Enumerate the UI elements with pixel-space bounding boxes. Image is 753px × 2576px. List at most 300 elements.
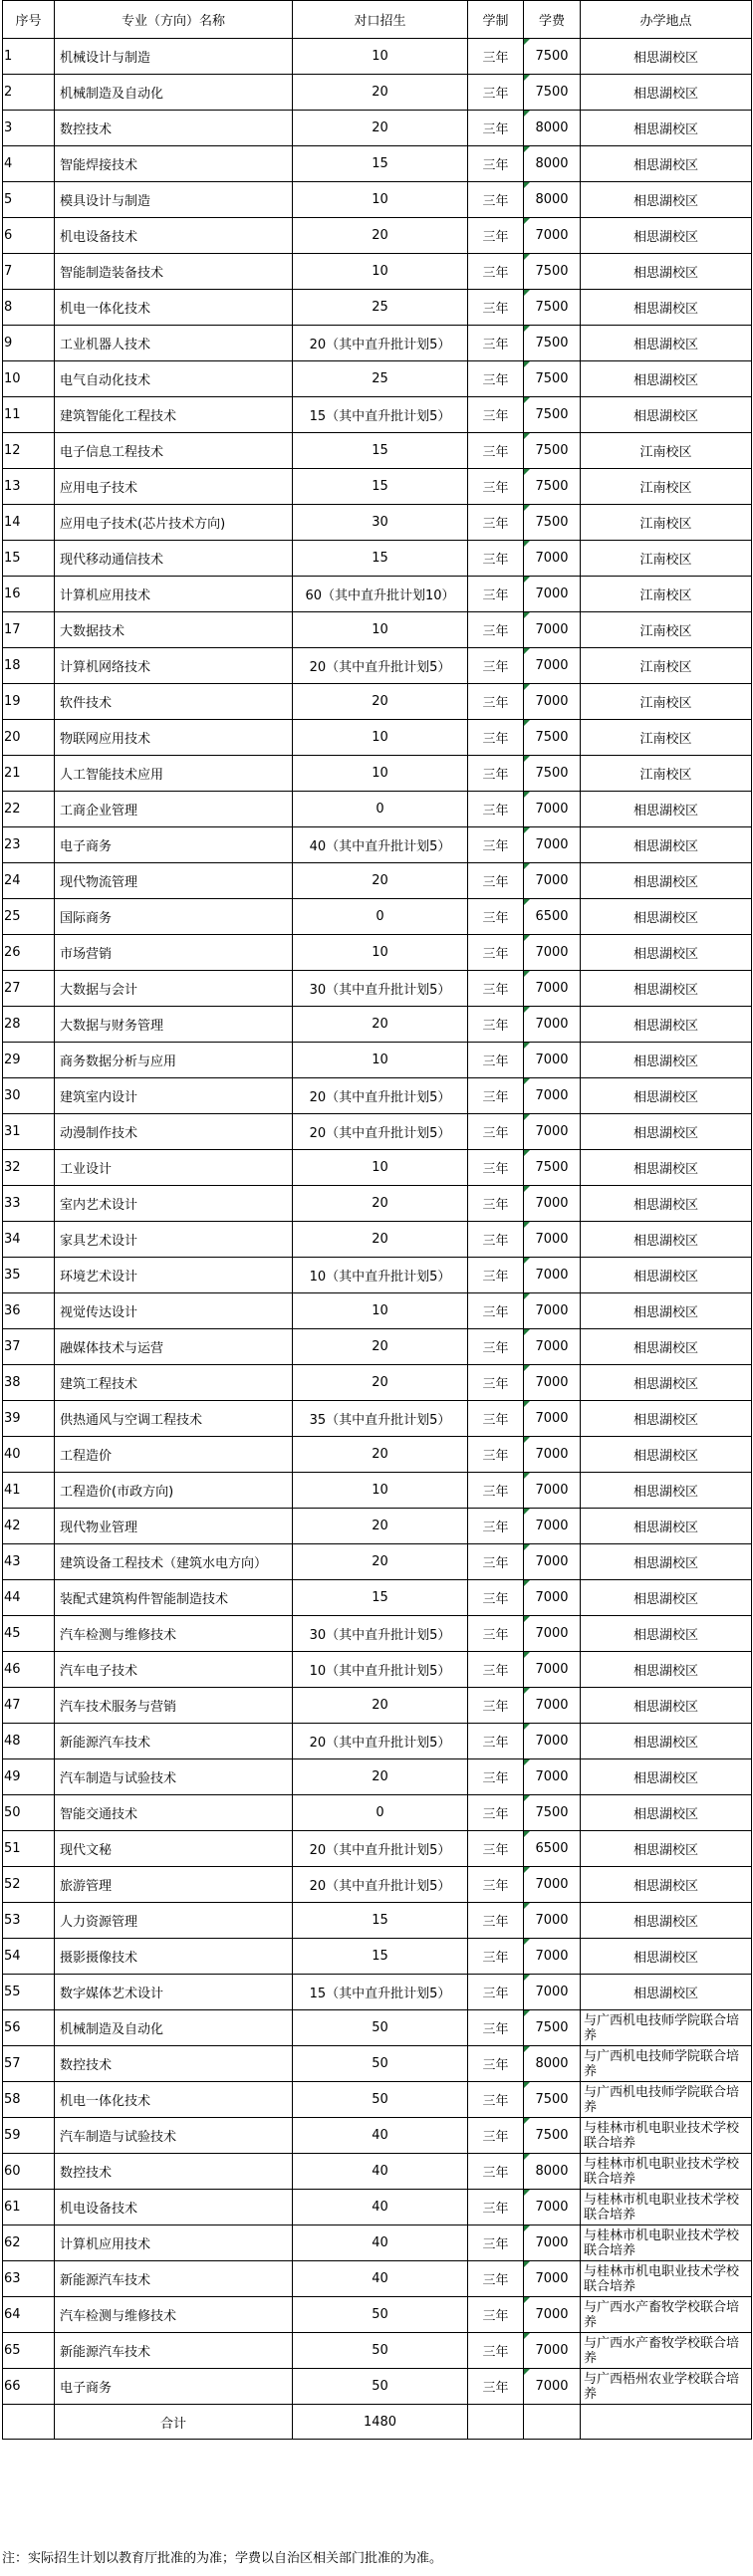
major-cell: 人力资源管理 [55, 1903, 293, 1939]
duration-cell: 三年 [468, 648, 524, 684]
location-cell: 相思湖校区 [581, 1329, 752, 1365]
major-cell: 建筑工程技术 [55, 1365, 293, 1401]
major-cell: 融媒体技术与运营 [55, 1329, 293, 1365]
quota-cell: 20 [293, 1688, 468, 1724]
seq-cell: 41 [3, 1473, 55, 1509]
quota-cell: 50 [293, 2369, 468, 2405]
duration-cell: 三年 [468, 1616, 524, 1652]
location-cell: 相思湖校区 [581, 971, 752, 1007]
duration-cell: 三年 [468, 2118, 524, 2154]
table-row [3, 899, 752, 935]
major-cell: 工业机器人技术 [55, 326, 293, 361]
location-cell: 与桂林市机电职业技术学校联合培养 [581, 2225, 752, 2261]
seq-cell: 59 [3, 2118, 55, 2154]
major-cell: 市场营销 [55, 935, 293, 971]
quota-cell: 20（其中直升批计划5） [293, 1724, 468, 1759]
seq-cell: 61 [3, 2190, 55, 2225]
seq-cell: 18 [3, 648, 55, 684]
location-cell: 与广西机电技师学院联合培养 [581, 2082, 752, 2118]
duration-cell: 三年 [468, 1007, 524, 1043]
duration-cell: 三年 [468, 218, 524, 254]
seq-cell: 51 [3, 1831, 55, 1867]
fee-cell: 7500 [524, 39, 581, 75]
quota-cell: 20 [293, 1544, 468, 1580]
duration-cell: 三年 [468, 111, 524, 146]
seq-cell: 65 [3, 2333, 55, 2369]
seq-cell: 50 [3, 1795, 55, 1831]
quota-cell: 15（其中直升批计划5） [293, 397, 468, 433]
fee-cell: 8000 [524, 2046, 581, 2082]
major-cell: 机电一体化技术 [55, 290, 293, 326]
quota-cell: 10 [293, 1043, 468, 1078]
duration-cell: 三年 [468, 1222, 524, 1258]
major-cell: 数控技术 [55, 111, 293, 146]
fee-cell: 7500 [524, 2118, 581, 2154]
fee-cell: 7000 [524, 1616, 581, 1652]
seq-cell: 6 [3, 218, 55, 254]
seq-cell: 63 [3, 2261, 55, 2297]
total-duration-cell [468, 2405, 524, 2440]
quota-cell: 20 [293, 1007, 468, 1043]
fee-cell: 7500 [524, 397, 581, 433]
quota-cell: 20 [293, 1365, 468, 1401]
location-cell: 相思湖校区 [581, 827, 752, 863]
table-row [3, 2082, 752, 2118]
location-cell: 相思湖校区 [581, 254, 752, 290]
location-cell: 相思湖校区 [581, 1616, 752, 1652]
location-cell: 江南校区 [581, 541, 752, 577]
fee-cell: 7000 [524, 1329, 581, 1365]
fee-cell: 7000 [524, 2190, 581, 2225]
major-cell: 人工智能技术应用 [55, 756, 293, 792]
seq-cell: 40 [3, 1437, 55, 1473]
table-row [3, 1509, 752, 1544]
duration-cell: 三年 [468, 2046, 524, 2082]
seq-cell: 57 [3, 2046, 55, 2082]
fee-cell: 7000 [524, 1975, 581, 2010]
duration-cell: 三年 [468, 1903, 524, 1939]
fee-cell: 7000 [524, 863, 581, 899]
fee-cell: 7000 [524, 1544, 581, 1580]
table-row [3, 971, 752, 1007]
location-cell: 相思湖校区 [581, 1150, 752, 1186]
quota-cell: 10 [293, 1473, 468, 1509]
seq-cell: 27 [3, 971, 55, 1007]
duration-cell: 三年 [468, 469, 524, 505]
major-cell: 摄影摄像技术 [55, 1939, 293, 1975]
quota-cell: 15（其中直升批计划5） [293, 1975, 468, 2010]
fee-cell: 7000 [524, 1293, 581, 1329]
quota-cell: 20（其中直升批计划5） [293, 648, 468, 684]
major-cell: 工业设计 [55, 1150, 293, 1186]
major-cell: 物联网应用技术 [55, 720, 293, 756]
fee-cell: 7000 [524, 935, 581, 971]
quota-cell: 40 [293, 2154, 468, 2190]
fee-cell: 7000 [524, 1437, 581, 1473]
major-cell: 计算机网络技术 [55, 648, 293, 684]
table-row [3, 720, 752, 756]
fee-cell: 7000 [524, 1007, 581, 1043]
major-cell: 环境艺术设计 [55, 1258, 293, 1293]
location-cell: 与桂林市机电职业技术学校联合培养 [581, 2261, 752, 2297]
duration-cell: 三年 [468, 2333, 524, 2369]
location-cell: 相思湖校区 [581, 146, 752, 182]
quota-cell: 40 [293, 2225, 468, 2261]
location-cell: 与桂林市机电职业技术学校联合培养 [581, 2190, 752, 2225]
duration-cell: 三年 [468, 1939, 524, 1975]
fee-cell: 7000 [524, 1114, 581, 1150]
seq-cell: 64 [3, 2297, 55, 2333]
seq-cell: 21 [3, 756, 55, 792]
location-cell: 相思湖校区 [581, 863, 752, 899]
quota-cell: 20（其中直升批计划5） [293, 1114, 468, 1150]
major-cell: 电气自动化技术 [55, 361, 293, 397]
major-cell: 汽车检测与维修技术 [55, 1616, 293, 1652]
table-row [3, 39, 752, 75]
major-cell: 工商企业管理 [55, 792, 293, 827]
location-cell: 相思湖校区 [581, 397, 752, 433]
fee-cell: 7000 [524, 971, 581, 1007]
major-cell: 室内艺术设计 [55, 1186, 293, 1222]
duration-cell: 三年 [468, 75, 524, 111]
major-cell: 动漫制作技术 [55, 1114, 293, 1150]
table-row [3, 2190, 752, 2225]
enrollment-plan-table [2, 0, 752, 2440]
footnote: 注：实际招生计划以教育厅批准的为准；学费以自治区相关部门批准的为准。 [2, 2551, 443, 2566]
location-cell: 相思湖校区 [581, 1222, 752, 1258]
major-cell: 旅游管理 [55, 1867, 293, 1903]
total-row [3, 2405, 752, 2440]
seq-cell: 14 [3, 505, 55, 541]
table-row [3, 1043, 752, 1078]
major-cell: 现代物流管理 [55, 863, 293, 899]
location-cell: 相思湖校区 [581, 1975, 752, 2010]
location-cell: 相思湖校区 [581, 1652, 752, 1688]
seq-cell: 31 [3, 1114, 55, 1150]
quota-cell: 10（其中直升批计划5） [293, 1652, 468, 1688]
major-cell: 工程造价 [55, 1437, 293, 1473]
duration-cell: 三年 [468, 1975, 524, 2010]
location-cell: 江南校区 [581, 720, 752, 756]
table-row [3, 1007, 752, 1043]
location-cell: 相思湖校区 [581, 1580, 752, 1616]
fee-cell: 7000 [524, 2333, 581, 2369]
major-cell: 汽车制造与试验技术 [55, 2118, 293, 2154]
major-cell: 新能源汽车技术 [55, 2333, 293, 2369]
fee-cell: 7500 [524, 720, 581, 756]
fee-cell: 7000 [524, 1759, 581, 1795]
quota-cell: 15 [293, 433, 468, 469]
table-row [3, 1258, 752, 1293]
location-cell: 江南校区 [581, 648, 752, 684]
quota-cell: 30（其中直升批计划5） [293, 1616, 468, 1652]
location-cell: 相思湖校区 [581, 1759, 752, 1795]
location-cell: 相思湖校区 [581, 39, 752, 75]
major-cell: 数字媒体艺术设计 [55, 1975, 293, 2010]
table-row [3, 1437, 752, 1473]
quota-cell: 0 [293, 899, 468, 935]
fee-cell: 7000 [524, 684, 581, 720]
location-cell: 相思湖校区 [581, 111, 752, 146]
header-seq: 序号 [3, 1, 55, 39]
fee-cell: 7000 [524, 1186, 581, 1222]
duration-cell: 三年 [468, 2154, 524, 2190]
header-duration: 学制 [468, 1, 524, 39]
location-cell: 江南校区 [581, 684, 752, 720]
fee-cell: 7500 [524, 1150, 581, 1186]
table-row [3, 2225, 752, 2261]
quota-cell: 15 [293, 541, 468, 577]
fee-cell: 7500 [524, 254, 581, 290]
seq-cell: 48 [3, 1724, 55, 1759]
fee-cell: 7500 [524, 361, 581, 397]
location-cell: 相思湖校区 [581, 899, 752, 935]
fee-cell: 8000 [524, 146, 581, 182]
duration-cell: 三年 [468, 1258, 524, 1293]
major-cell: 供热通风与空调工程技术 [55, 1401, 293, 1437]
major-cell: 大数据技术 [55, 612, 293, 648]
quota-cell: 20 [293, 111, 468, 146]
quota-cell: 50 [293, 2297, 468, 2333]
major-cell: 电子商务 [55, 827, 293, 863]
seq-cell: 9 [3, 326, 55, 361]
fee-cell: 8000 [524, 182, 581, 218]
seq-cell: 20 [3, 720, 55, 756]
quota-cell: 15 [293, 146, 468, 182]
table-row [3, 75, 752, 111]
location-cell: 相思湖校区 [581, 1365, 752, 1401]
major-cell: 机械设计与制造 [55, 39, 293, 75]
fee-cell: 7500 [524, 2010, 581, 2046]
location-cell: 相思湖校区 [581, 792, 752, 827]
fee-cell: 8000 [524, 111, 581, 146]
location-cell: 江南校区 [581, 469, 752, 505]
table-row [3, 2118, 752, 2154]
table-row [3, 361, 752, 397]
major-cell: 汽车制造与试验技术 [55, 1759, 293, 1795]
fee-cell: 7000 [524, 1473, 581, 1509]
table-row [3, 182, 752, 218]
location-cell: 与广西水产畜牧学校联合培养 [581, 2297, 752, 2333]
fee-cell: 7000 [524, 1688, 581, 1724]
major-cell: 数控技术 [55, 2046, 293, 2082]
duration-cell: 三年 [468, 1509, 524, 1544]
duration-cell: 三年 [468, 146, 524, 182]
fee-cell: 7000 [524, 1365, 581, 1401]
quota-cell: 50 [293, 2010, 468, 2046]
location-cell: 与广西机电技师学院联合培养 [581, 2046, 752, 2082]
table-row [3, 1293, 752, 1329]
duration-cell: 三年 [468, 792, 524, 827]
major-cell: 现代物业管理 [55, 1509, 293, 1544]
quota-cell: 20 [293, 1329, 468, 1365]
seq-cell: 36 [3, 1293, 55, 1329]
location-cell: 相思湖校区 [581, 1509, 752, 1544]
seq-cell: 1 [3, 39, 55, 75]
seq-cell: 5 [3, 182, 55, 218]
quota-cell: 40 [293, 2190, 468, 2225]
location-cell: 相思湖校区 [581, 290, 752, 326]
duration-cell: 三年 [468, 1293, 524, 1329]
table-row [3, 1329, 752, 1365]
quota-cell: 35（其中直升批计划5） [293, 1401, 468, 1437]
seq-cell: 56 [3, 2010, 55, 2046]
location-cell: 相思湖校区 [581, 1903, 752, 1939]
seq-cell: 7 [3, 254, 55, 290]
location-cell: 与桂林市机电职业技术学校联合培养 [581, 2118, 752, 2154]
seq-cell: 44 [3, 1580, 55, 1616]
table-row [3, 2261, 752, 2297]
major-cell: 应用电子技术(芯片技术方向) [55, 505, 293, 541]
fee-cell: 7000 [524, 827, 581, 863]
table-row [3, 2369, 752, 2405]
table-row [3, 1616, 752, 1652]
duration-cell: 三年 [468, 2190, 524, 2225]
table-row [3, 111, 752, 146]
table-row [3, 1688, 752, 1724]
major-cell: 智能交通技术 [55, 1795, 293, 1831]
duration-cell: 三年 [468, 1150, 524, 1186]
table-body [3, 39, 752, 2405]
duration-cell: 三年 [468, 1329, 524, 1365]
quota-cell: 10 [293, 612, 468, 648]
table-row [3, 433, 752, 469]
location-cell: 江南校区 [581, 577, 752, 612]
quota-cell: 0 [293, 792, 468, 827]
total-quota: 1480 [293, 2405, 468, 2440]
major-cell: 新能源汽车技术 [55, 1724, 293, 1759]
fee-cell: 7000 [524, 1867, 581, 1903]
location-cell: 相思湖校区 [581, 361, 752, 397]
major-cell: 计算机应用技术 [55, 2225, 293, 2261]
fee-cell: 7000 [524, 1724, 581, 1759]
seq-cell: 55 [3, 1975, 55, 2010]
fee-cell: 7000 [524, 2297, 581, 2333]
table-row [3, 469, 752, 505]
header-quota: 对口招生 [293, 1, 468, 39]
table-row [3, 2010, 752, 2046]
quota-cell: 50 [293, 2333, 468, 2369]
quota-cell: 25 [293, 290, 468, 326]
table-row [3, 935, 752, 971]
seq-cell: 24 [3, 863, 55, 899]
quota-cell: 30（其中直升批计划5） [293, 971, 468, 1007]
quota-cell: 20 [293, 863, 468, 899]
quota-cell: 40 [293, 2118, 468, 2154]
seq-cell: 26 [3, 935, 55, 971]
seq-cell: 19 [3, 684, 55, 720]
quota-cell: 20 [293, 1222, 468, 1258]
fee-cell: 7500 [524, 505, 581, 541]
quota-cell: 20 [293, 1509, 468, 1544]
seq-cell: 30 [3, 1078, 55, 1114]
quota-cell: 20（其中直升批计划5） [293, 1078, 468, 1114]
fee-cell: 7000 [524, 1580, 581, 1616]
table-row [3, 2046, 752, 2082]
quota-cell: 20（其中直升批计划5） [293, 1831, 468, 1867]
duration-cell: 三年 [468, 1688, 524, 1724]
duration-cell: 三年 [468, 2082, 524, 2118]
duration-cell: 三年 [468, 1580, 524, 1616]
table-row [3, 1401, 752, 1437]
table-row [3, 2297, 752, 2333]
location-cell: 相思湖校区 [581, 1473, 752, 1509]
duration-cell: 三年 [468, 1114, 524, 1150]
duration-cell: 三年 [468, 361, 524, 397]
table-row [3, 612, 752, 648]
major-cell: 汽车检测与维修技术 [55, 2297, 293, 2333]
duration-cell: 三年 [468, 2297, 524, 2333]
duration-cell: 三年 [468, 2225, 524, 2261]
table-row [3, 827, 752, 863]
seq-cell: 45 [3, 1616, 55, 1652]
major-cell: 机械制造及自动化 [55, 75, 293, 111]
fee-cell: 7000 [524, 1939, 581, 1975]
major-cell: 大数据与财务管理 [55, 1007, 293, 1043]
quota-cell: 15 [293, 469, 468, 505]
duration-cell: 三年 [468, 182, 524, 218]
table-row [3, 2154, 752, 2190]
major-cell: 汽车技术服务与营销 [55, 1688, 293, 1724]
major-cell: 建筑智能化工程技术 [55, 397, 293, 433]
quota-cell: 15 [293, 1580, 468, 1616]
seq-cell: 16 [3, 577, 55, 612]
duration-cell: 三年 [468, 971, 524, 1007]
table-row [3, 1580, 752, 1616]
major-cell: 数控技术 [55, 2154, 293, 2190]
seq-cell: 46 [3, 1652, 55, 1688]
location-cell: 相思湖校区 [581, 1186, 752, 1222]
quota-cell: 10 [293, 1293, 468, 1329]
major-cell: 电子信息工程技术 [55, 433, 293, 469]
table-row [3, 1903, 752, 1939]
quota-cell: 40（其中直升批计划5） [293, 827, 468, 863]
location-cell: 与广西梧州农业学校联合培养 [581, 2369, 752, 2405]
quota-cell: 20 [293, 75, 468, 111]
fee-cell: 7000 [524, 1652, 581, 1688]
duration-cell: 三年 [468, 1831, 524, 1867]
location-cell: 江南校区 [581, 612, 752, 648]
duration-cell: 三年 [468, 2010, 524, 2046]
duration-cell: 三年 [468, 1759, 524, 1795]
seq-cell: 35 [3, 1258, 55, 1293]
major-cell: 机械制造及自动化 [55, 2010, 293, 2046]
location-cell: 与广西水产畜牧学校联合培养 [581, 2333, 752, 2369]
location-cell: 江南校区 [581, 505, 752, 541]
table-row [3, 1544, 752, 1580]
fee-cell: 7000 [524, 648, 581, 684]
fee-cell: 7000 [524, 2261, 581, 2297]
table-row [3, 290, 752, 326]
quota-cell: 10 [293, 39, 468, 75]
seq-cell: 34 [3, 1222, 55, 1258]
fee-cell: 7000 [524, 1043, 581, 1078]
duration-cell: 三年 [468, 1473, 524, 1509]
major-cell: 装配式建筑构件智能制造技术 [55, 1580, 293, 1616]
location-cell: 相思湖校区 [581, 218, 752, 254]
location-cell: 相思湖校区 [581, 1867, 752, 1903]
major-cell: 视觉传达设计 [55, 1293, 293, 1329]
duration-cell: 三年 [468, 2261, 524, 2297]
quota-cell: 10 [293, 756, 468, 792]
seq-cell: 25 [3, 899, 55, 935]
table-row [3, 756, 752, 792]
quota-cell: 15 [293, 1903, 468, 1939]
seq-cell: 60 [3, 2154, 55, 2190]
seq-cell: 22 [3, 792, 55, 827]
fee-cell: 7500 [524, 469, 581, 505]
fee-cell: 7500 [524, 290, 581, 326]
